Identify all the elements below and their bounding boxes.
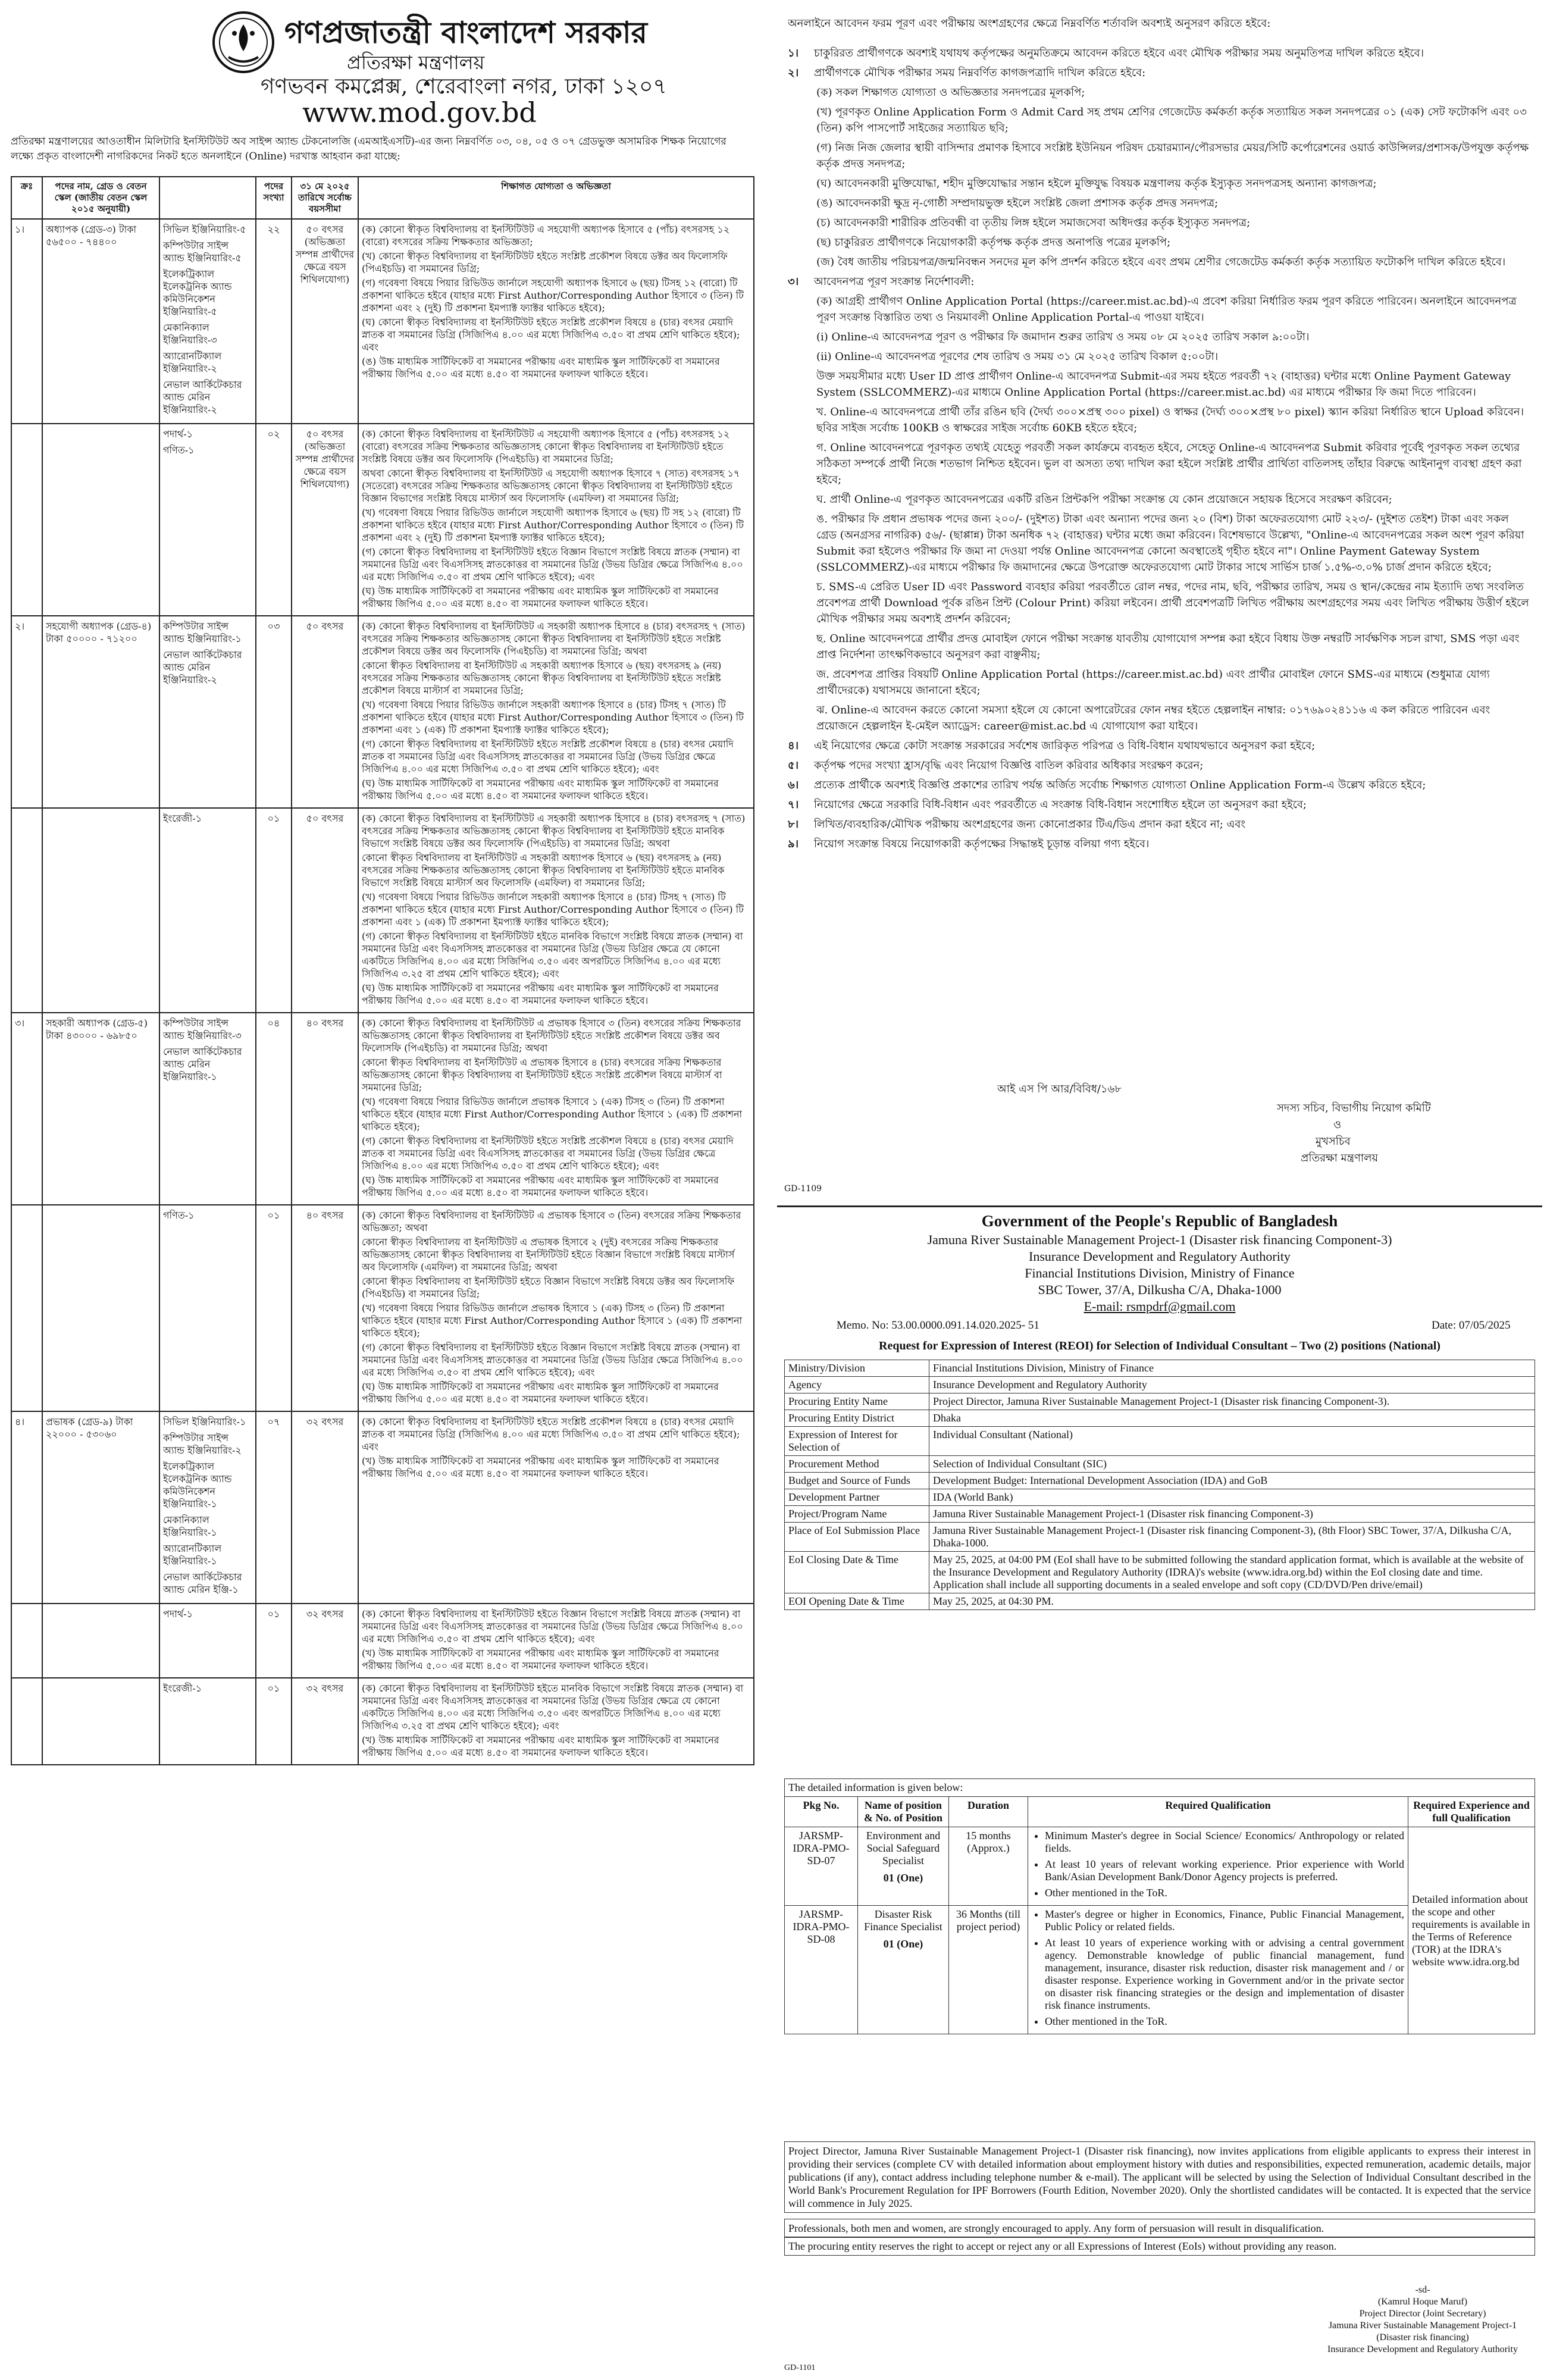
qualification-item: (খ) উচ্চ মাধ্যমিক সার্টিফিকেট বা সমমানের পরীক্ষায় এবং মাধ্যমিক স্কুল সার্টিফিকেট বা সমমানের পরীক্ষায় জিপিএ ৫.০০ এর মধ্যে ৪.৫০ বা সমমানের ফলাফল থাকিতে হইবে।: [362, 1455, 719, 1479]
age-limit-cell: ৩২ বৎসর: [292, 1411, 358, 1604]
table-row: [11, 1411, 754, 1604]
serial-cell: [11, 808, 42, 1013]
instruction-item: [788, 215, 1532, 231]
qualification-item: (খ) গবেষণা বিষয়ে পিয়ার রিভিউড জার্নালে সহকারী অধ্যাপক হিসাবে ৪ (চার) টিসহ ৭ (সাত) টি প্রকাশনা থাকিতে হইবে (যাহার মধ্যে First Author/Corresponding Author হিসাবে ৩ (তিন) টি প্রকাশনা এবং ১ (এক) টি প্রকাশনা ইমপ্যাক্ট ফ্যাক্টর থাকিতে হইবে);: [362, 891, 744, 928]
signatory-title-2: মুখসচিব: [1316, 1135, 1351, 1148]
qualification-cell: [358, 424, 754, 616]
instruction-number: ৪।: [788, 740, 799, 752]
department-item: কম্পিউটার সাইন্স অ্যান্ড ইঞ্জিনিয়ারিং-৫: [163, 240, 242, 264]
column-header: পদের নাম, গ্রেড ও বেতন স্কেল (জাতীয় বেতন স্কেল ২০১৫ অনুযায়ী): [42, 177, 159, 219]
instruction-text: (গ) নিজ নিজ জেলার স্থায়ী বাসিন্দার প্রমাণক হিসাবে সংশ্লিষ্ট ইউনিয়ন পরিষদ চেয়ারম্যান/পৌরসভার মেয়র/সিটি কর্পোরেশনের ওয়ার্ড কাউন্সিলর/প্রশাসক/উপযুক্ত কর্তৃপক্ষ কর্তৃক প্রদত্ত সনদপত্র;: [816, 142, 1529, 170]
signatory-conj: ও: [1333, 1119, 1342, 1131]
instruction-item: [788, 104, 1532, 136]
instruction-number: ২।: [788, 67, 799, 79]
qualification-item: কোনো স্বীকৃত বিশ্ববিদ্যালয় বা ইনস্টিটিউট এ সহকারী অধ্যাপক হিসাবে ৬ (ছয়) বৎসরসহ ৯ (নয়) বৎসরের সক্রিয় শিক্ষকতার অভিজ্ঞতাসহ কোনো স্বীকৃত বিশ্ববিদ্যালয় বা ইনস্টিটিউট হইতে মানবিক বিভাগে সংশ্লিষ্ট বিষয়ে মাস্টার্স অব ফিলোসফি (এমফিল) বা সমমানের ডিগ্রি;: [362, 852, 725, 888]
department-item: ইংরেজী-১: [163, 1683, 202, 1694]
instruction-text: ঘ. প্রার্থী Online-এ পূরণকৃত আবেদনপত্রের একটি রঙিন প্রিন্টকপি পরীক্ষা সংক্রান্ত যে কোন প্রয়োজনে সহায়ক হিসেবে সংরক্ষণ করিবেন;: [816, 493, 1392, 506]
qualification-item: (গ) কোনো স্বীকৃত বিশ্ববিদ্যালয় বা ইনস্টিটিউট হইতে বিজ্ঞান বিভাগে সংশ্লিষ্ট বিষয়ে স্নাতক (সম্মান) বা সমমানের ডিগ্রি এবং বিএসসিসহ স্নাতকোত্তর বা সমমানের ডিগ্রি (উভয় ডিগ্রির ক্ষেত্রে সিজিপিএ ৪.০০ এর মধ্যে সিজিপিএ ৩.৫০ বা প্রথম শ্রেণি থাকিতে হইবে); এবং: [362, 1342, 743, 1378]
qualification-item: (ঘ) উচ্চ মাধ্যমিক সার্টিফিকেট বা সমমানের পরীক্ষায় এবং মাধ্যমিক স্কুল সার্টিফিকেট বা সমমানের পরীক্ষায় জিপিএ ৫.০০ এর মধ্যে ৪.৫০ বা সমমানের ফলাফল থাকিতে হইবে।: [362, 1381, 719, 1405]
department-item: মেকানিক্যাল ইঞ্জিনিয়ারিং-১: [163, 1514, 217, 1538]
info-value: May 25, 2025, at 04:30 PM.: [929, 1593, 1535, 1610]
qualification-cell: [358, 808, 754, 1013]
instruction-item: [788, 797, 1532, 813]
reoi-notice: [777, 1205, 1542, 2376]
qualification-list: [1032, 1830, 1404, 1899]
instruction-number: ৯।: [788, 838, 799, 850]
signature-line: Insurance Development and Regulatory Authority: [1327, 2344, 1518, 2354]
instruction-text: ঙ. পরীক্ষার ফি প্রধান প্রভাষক পদের জন্য ২০০/- (দুইশত) টাকা এবং অন্যান্য পদের জন্য ২০ (বিশ) টাকা অফেরতযোগ্য মোট ২২৩/- (দুইশত তেইশ) টাকা এবং সকল গ্রেড (অনগ্রসর নাগরিক) ৫৬/- (ছাপ্পান্ন) টাকা অনধিক ৭২ (বাহাত্তর) ঘন্টার মধ্যে জমা করিবেন। বিশেষভাবে উল্লেখ্য, "Online-এ আবেদনপত্রের সকল অংশ পূরণ করিয়া Submit করা হইলেও পরীক্ষার ফি জমা না দেওয়া পর্যন্ত Online আবেদনপত্র কোনো অবস্থাতেই গৃহীত হইবে না"। Online Payment Gateway System (SSLCOMMERZ)-এর মাধ্যমে পরীক্ষার ফি জমাদানের ক্ষেত্রে উপরোক্ত অফেরতযোগ্য মোট টাকার সাথে সার্ভিস চার্জ ১.৫%-৩.০% চার্জ প্রদান করিতে হইবে;: [816, 513, 1524, 574]
table-row: [11, 1678, 754, 1765]
qualification-item: কোনো স্বীকৃত বিশ্ববিদ্যালয় বা ইনস্টিটিউট এ প্রভাষক হিসাবে ২ (দুই) বৎসরের সক্রিয় শিক্ষকতার অভিজ্ঞতাসহ কোনো স্বীকৃত বিশ্ববিদ্যালয় বা ইনস্টিটিউট হইতে বিজ্ঞান বিভাগে সংশ্লিষ্ট বিষয়ে মাস্টার্স অব ফিলোসফি (এমফিল) বা সমমানের ডিগ্রি; অথবা: [362, 1236, 735, 1273]
reoi-title: Request for Expression of Interest (REOI) for Selection of Individual Consultant – Two (2) positions (National): [879, 1339, 1440, 1352]
gd-number: GD-1101: [784, 2363, 816, 2372]
info-row: [785, 1393, 1535, 1410]
age-limit-cell: ৫০ বৎসর: [292, 808, 358, 1013]
department-item: অ্যারোনটিক্যাল ইঞ্জিনিয়ারিং-১: [163, 1543, 222, 1567]
signature-block: [1313, 2284, 1533, 2356]
position-name: Environment and Social Safeguard Specialist: [866, 1830, 941, 1867]
department-item: গণিত-১: [163, 1210, 195, 1221]
department-cell: [159, 1013, 256, 1205]
department-cell: [159, 219, 256, 424]
info-value: Financial Institutions Division, Ministry of Finance: [929, 1360, 1535, 1377]
signature-line: Project Director (Joint Secretary): [1359, 2309, 1486, 2319]
department-item: নেভাল আর্কিটেকচার অ্যান্ড মেরিন ইঞ্জিনিয়ারিং-২: [163, 379, 242, 415]
post-count-cell: ০২: [256, 424, 292, 616]
serial-cell: [11, 424, 42, 616]
instruction-text: নিয়োগ সংক্রান্ত বিষয়ে নিয়োগকারী কর্তৃপক্ষের সিদ্ধান্তই চূড়ান্ত বলিয়া গণ্য হইবে।: [814, 838, 1150, 850]
qualification-item: • Master's degree or higher in Economics, Finance, Public Financial Management, Public Policy or related fields.: [1045, 1908, 1404, 1933]
qualification-item: (ক) কোনো স্বীকৃত বিশ্ববিদ্যালয় বা ইনস্টিটিউট হইতে বিজ্ঞান বিভাগে সংশ্লিষ্ট বিষয়ে স্নাতক (সম্মান) বা সমমানের ডিগ্রি এবং বিএসসিসহ স্নাতকোত্তর বা সমমানের ডিগ্রি (উভয় ডিগ্রির ক্ষেত্রে সিজিপিএ ৪.০০ এর মধ্যে সিজিপিএ ৩.৫০ বা প্রথম শ্রেণি থাকিতে হইবে); এবং: [362, 1608, 743, 1645]
bangladesh-emblem-icon: [211, 10, 276, 75]
qualification-item: (গ) গবেষণা বিষয়ে পিয়ার রিভিউড জার্নালে সহযোগী অধ্যাপক হিসাবে ৬ (ছয়) টিসহ ১২ (বারো) টি প্রকাশনা থাকিতে হইবে (যাহার মধ্যে First Author/Corresponding Author হিসাবে ৩ (তিন) টি প্রকাশনা এবং ২ (দুই) টি প্রকাশনা ইমপ্যাক্ট ফ্যাক্টর থাকিতে হইবে);: [362, 277, 744, 314]
post-count-cell: ০১: [256, 808, 292, 1013]
info-label: Procurement Method: [785, 1456, 929, 1473]
instructions-list: [788, 45, 1532, 856]
qualification-item: • Other mentioned in the ToR.: [1045, 1887, 1404, 1899]
qualification-cell: [358, 1411, 754, 1604]
qualification-item: (ক) কোনো স্বীকৃত বিশ্ববিদ্যালয় বা ইনস্টিটিউট এ সহযোগী অধ্যাপক হিসাবে ৫ (পাঁচ) বৎসরসহ ১২ (বারো) বৎসরের সক্রিয় শিক্ষকতার অভিজ্ঞতাসহ কোনো স্বীকৃত বিশ্ববিদ্যালয় বা ইনস্টিটিউট হইতে সংশ্লিষ্ট বিষয়ে ডক্টর অব ফিলোসফি (পিএইচডি) বা সমমানের ডিগ্রি;: [362, 428, 730, 465]
serial-cell: ৩।: [11, 1013, 42, 1205]
instruction-number: ৫।: [788, 759, 799, 772]
info-value: Selection of Individual Consultant (SIC): [929, 1456, 1535, 1473]
qualification-cell: [358, 1205, 754, 1411]
detail-note: The detailed information is given below:: [785, 1779, 1535, 1797]
pkg-number: JARSMP-IDRA-PMO-SD-08: [785, 1906, 858, 2034]
qualification-item: (ক) কোনো স্বীকৃত বিশ্ববিদ্যালয় বা ইনস্টিটিউট এ সহযোগী অধ্যাপক হিসাবে ৫ (পাঁচ) বৎসরসহ ১২ (বারো) বৎসরের সক্রিয় শিক্ষকতার অভিজ্ঞতা;: [362, 224, 730, 248]
info-value: Development Budget: International Development Association (IDA) and GoB: [929, 1473, 1535, 1489]
pkg-column-header: Duration: [949, 1797, 1028, 1827]
department-item: নেভাল আর্কিটেকচার অ্যান্ড মেরিন ইঞ্জিনিয়ারিং-২: [163, 649, 242, 685]
qualification-item: (ক) কোনো স্বীকৃত বিশ্ববিদ্যালয় বা ইনস্টিটিউট হইতে মানবিক বিভাগে সংশ্লিষ্ট বিষয়ে স্নাতক (সম্মান) বা সমমানের ডিগ্রি এবং বিএসসিসহ স্নাতকোত্তর বা সমমানের ডিগ্রি (উভয় ডিগ্রির ক্ষেত্রে যে কোনো একটিতে সিজিপিএ ৪.০০ এর মধ্যে সিজিপিএ ৩.৫০ এবং অপরটিতে সিজিপিএ ৪.০০ এর মধ্যে সিজিপিএ ৩.২৫ বা প্রথম শ্রেণি থাকিতে হইবে); এবং: [362, 1683, 744, 1731]
experience-note: Detailed information about the scope and other requirements is available in the Terms of Reference (TOR) at the IDRA's website www.idra.org.bd: [1408, 1827, 1535, 2034]
memo-date: Date: 07/05/2025: [1432, 1319, 1511, 1332]
department-item: গণিত-১: [163, 444, 195, 456]
posts-table: [11, 176, 754, 1765]
qualification-item: (ঘ) উচ্চ মাধ্যমিক সার্টিফিকেট বা সমমানের পরীক্ষায় এবং মাধ্যমিক স্কুল সার্টিফিকেট বা সমমানের পরীক্ষায় জিপিএ ৫.০০ এর মধ্যে ৪.৫০ বা সমমানের ফলাফল থাকিতে হইবে।: [362, 1175, 719, 1198]
office-address: SBC Tower, 37/A, Dilkusha C/A, Dhaka-1000: [1038, 1282, 1282, 1297]
post-count-cell: ০১: [256, 1678, 292, 1765]
qualification-item: (ঘ) কোনো স্বীকৃত বিশ্ববিদ্যালয় বা ইনস্টিটিউট হইতে সংশ্লিষ্ট প্রকৌশল বিষয়ে ৪ (চার) বৎসর মেয়াদি স্নাতক বা সমমানের ডিগ্রি (সিজিপিএ ৪.০০ এর মধ্যে সিজিপিএ ৩.৫০ বা প্রথম শ্রেণি থাকিতে হইবে); এবং: [362, 317, 740, 353]
serial-cell: [11, 1205, 42, 1411]
qualification-item: (খ) উচ্চ মাধ্যমিক সার্টিফিকেট বা সমমানের পরীক্ষায় এবং মাধ্যমিক স্কুল সার্টিফিকেট বা সমমানের পরীক্ষায় জিপিএ ৫.০০ এর মধ্যে ৪.৫০ বা সমমানের ফলাফল থাকিতে হইবে।: [362, 1648, 719, 1671]
instruction-item: [788, 440, 1532, 488]
instruction-text: গ. Online আবেদনপত্রে পূরণকৃত তথ্যই যেহেতু পরবর্তী সকল কার্যক্রমে ব্যবহৃত হইবে, সেহেতু Online-এ আবেদনপত্র Submit করিবার পূর্বেই পূরণকৃত সকল তথ্যের সঠিকতা সম্পর্কে প্রার্থী নিজে শতভাগ নিশ্চিত হইবেন। ভুল বা অসত্য তথ্য দাখিল করা হইলে সংশ্লিষ্ট প্রার্থীর প্রার্থিতা বাতিলসহ তাঁহার বিরুদ্ধে আইনানুগ ব্যবস্থা গ্রহণ করা হইবে;: [816, 441, 1522, 486]
qualification-item: (ক) কোনো স্বীকৃত বিশ্ববিদ্যালয় বা ইনস্টিটিউট এ প্রভাষক হিসাবে ৩ (তিন) বৎসরের সক্রিয় শিক্ষকতার অভিজ্ঞতা; অথবা: [362, 1210, 741, 1233]
department-item: নেভাল আর্কিটেকচার অ্যান্ড মেরিন ইঞ্জিনিয়ারিং-১: [163, 1046, 242, 1082]
info-value: Dhaka: [929, 1410, 1535, 1427]
age-limit-cell: ৪০ বৎসর: [292, 1205, 358, 1411]
ministry-address: গণভবন কমপ্লেক্স, শেরেবাংলা নগর, ঢাকা ১২০৭: [261, 74, 667, 99]
department-item: ইংরেজী-১: [163, 813, 202, 824]
instruction-item: [788, 349, 1532, 365]
instruction-item: [788, 702, 1532, 734]
instruction-item: [788, 511, 1532, 575]
instruction-item: [788, 140, 1532, 172]
instruction-text: (খ) পূরণকৃত Online Application Form ও Admit Card সহ প্রথম শ্রেণির গেজেটেড কর্মকর্তা কর্তৃক সত্যায়িত সকল সনদপত্রের ০১ (এক) সেট ফটোকপি এবং ০৩ (তিন) কপি পাসপোর্ট সাইজের সত্যায়িত ছবি;: [816, 106, 1527, 134]
memo-number: Memo. No: 53.00.0000.091.14.020.2025- 51: [837, 1319, 1039, 1332]
project-title: Jamuna River Sustainable Management Project-1 (Disaster risk financing Component-3): [927, 1232, 1392, 1247]
info-row: [785, 1489, 1535, 1506]
package-table: [784, 1778, 1535, 2034]
table-row: [11, 1604, 754, 1678]
table-row: [11, 1205, 754, 1411]
info-label: Procuring Entity Name: [785, 1393, 929, 1410]
instruction-item: [788, 777, 1532, 793]
qualification-item: (খ) গবেষণা বিষয়ে পিয়ার রিভিউড জার্নালে সহযোগী অধ্যাপক হিসাবে ৬ (ছয়) টি সহ ১২ (বারো) টি প্রকাশনা থাকিতে হইবে (যাহার মধ্যে First Author/Corresponding Author হিসাবে ৩ (তিন) টি প্রকাশনা এবং ২ (দুই) টি প্রকাশনা ইমপ্যাক্ট ফ্যাক্টর থাকিতে হইবে);: [362, 507, 744, 543]
qualification-item: কোনো স্বীকৃত বিশ্ববিদ্যালয় বা ইনস্টিটিউট হইতে বিজ্ঞান বিভাগে সংশ্লিষ্ট বিষয়ে ডক্টর অব ফিলোসফি (পিএইচডি) বা সমমানের ডিগ্রি;: [362, 1276, 735, 1299]
info-row: [785, 1552, 1535, 1593]
info-label: Development Partner: [785, 1489, 929, 1506]
age-limit-cell: ৩২ বৎসর: [292, 1678, 358, 1765]
instruction-item: [788, 757, 1532, 774]
government-title: গণপ্রজাতন্ত্রী বাংলাদেশ সরকার: [284, 15, 647, 50]
qualification-cell: [358, 1013, 754, 1205]
instruction-item: [788, 293, 1532, 325]
rights-paragraph: The procuring entity reserves the right to accept or reject any or all Expressions of Interest (EoIs) without providing any reason.: [784, 2237, 1535, 2256]
serial-cell: [11, 1678, 42, 1765]
info-row: [785, 1427, 1535, 1456]
encouragement-paragraph: Professionals, both men and women, are strongly encouraged to apply. Any form of persuasion will result in disqualification.: [784, 2219, 1535, 2238]
serial-cell: [11, 1604, 42, 1678]
age-limit-cell: ৫০ বৎসর (অভিজ্ঞতা সম্পন্ন প্রার্থীদের ক্ষেত্রে বয়স শিথিলযোগ্য): [292, 424, 358, 616]
qualification-item: (গ) কোনো স্বীকৃত বিশ্ববিদ্যালয় বা ইনস্টিটিউট হইতে বিজ্ঞান বিভাগে সংশ্লিষ্ট বিষয়ে স্নাতক (সম্মান) বা সমমানের ডিগ্রি এবং বিএসসিসহ স্নাতকোত্তর বা সমমানের ডিগ্রি (উভয় ডিগ্রির ক্ষেত্রে সিজিপিএ ৪.০০ এর মধ্যে সিজিপিএ ৩.৫০ বা প্রথম শ্রেণি থাকিতে হইবে); এবং: [362, 546, 743, 583]
qualification-item: (ক) কোনো স্বীকৃত বিশ্ববিদ্যালয় বা ইনস্টিটিউট এ প্রভাষক হিসাবে ৩ (তিন) বৎসরের সক্রিয় শিক্ষকতার অভিজ্ঞতাসহ কোনো স্বীকৃত বিশ্ববিদ্যালয় বা ইনস্টিটিউট হইতে সংশ্লিষ্ট প্রকৌশল বিষয়ে ডক্টর অব ফিলোসফি (পিএইচডি) বা সমমানের ডিগ্রি; অথবা: [362, 1017, 741, 1054]
gov-title: Government of the People's Republic of Bangladesh: [981, 1212, 1338, 1230]
instruction-text: কর্তৃপক্ষ পদের সংখ্যা হ্রাস/বৃদ্ধি এবং নিয়োগ বিজ্ঞপ্তি বাতিল করিবার অধিকার সংরক্ষণ করেন;: [814, 759, 1204, 772]
pkg-column-header: Pkg No.: [785, 1797, 858, 1827]
info-value: Jamuna River Sustainable Management Project-1 (Disaster risk financing Component-3): [929, 1506, 1535, 1523]
table-row: [11, 424, 754, 616]
application-instructions: [777, 4, 1542, 1197]
qualification-item: (খ) উচ্চ মাধ্যমিক সার্টিফিকেট বা সমমানের পরীক্ষায় এবং মাধ্যমিক স্কুল সার্টিফিকেট বা সমমানের পরীক্ষায় জিপিএ ৫.০০ এর মধ্যে ৪.৫০ বা সমমানের ফলাফল থাকিতে হইবে।: [362, 1734, 719, 1758]
serial-cell: ২।: [11, 616, 42, 808]
post-name-cell: প্রভাষক (গ্রেড-৯) টাকা ২২০০০ - ৫৩০৬০: [42, 1411, 159, 1604]
instruction-text: এই নিয়োগের ক্ষেত্রে কোটা সংক্রান্ত সরকারের সর্বশেষ জারিকৃত পরিপত্র ও বিধি-বিধান যথাযথভাবে অনুসরণ করা হইবে;: [814, 740, 1316, 752]
contact-email[interactable]: E-mail: rsmpdrf@gmail.com: [1083, 1299, 1236, 1314]
ad-intro: প্রতিরক্ষা মন্ত্রণালয়ের আওতাধীন মিলিটারি ইনস্টিটিউট অব সাইন্স অ্যান্ড টেকনোলজি (এমআইএসটি)-এর জন্য নিম্নবর্ণিত ০৩, ০৪, ০৫ ও ০৭ গ্রেডভুক্ত অসামরিক শিক্ষক নিয়োগের লক্ষ্যে প্রকৃত বাংলাদেশী নাগরিকদের নিকট হতে অনলাইনে (Online) দরখাস্ত আহবান করা যাচ্ছে:: [11, 136, 726, 162]
age-limit-cell: ৪০ বৎসর: [292, 1013, 358, 1205]
signature-line: (Kamrul Hoque Maruf): [1377, 2297, 1468, 2307]
table-row: [11, 219, 754, 424]
duration-cell: 15 months (Approx.): [949, 1827, 1028, 1906]
qualification-item: (গ) কোনো স্বীকৃত বিশ্ববিদ্যালয় বা ইনস্টিটিউট হইতে মানবিক বিভাগে সংশ্লিষ্ট বিষয়ে স্নাতক (সম্মান) বা সমমানের ডিগ্রি এবং বিএসসিসহ স্নাতকোত্তর বা সমমানের ডিগ্রি (উভয় ডিগ্রির ক্ষেত্রে যে কোনো একটিতে সিজিপিএ ৪.০০ এর মধ্যে সিজিপিএ ৩.৫০ এবং অপরটিতে সিজিপিএ ৪.০০ এর মধ্যে সিজিপিএ ৩.২৫ বা প্রথম শ্রেণি থাকিতে হইবে); এবং: [362, 931, 743, 979]
instruction-text: (জ) বৈধ জাতীয় পরিচয়পত্র/জন্মনিবন্ধন সনদের মূল কপি প্রদর্শন করিতে হইবে এবং প্রথম শ্রেণীর গেজেটেড কর্মকর্তা কর্তৃক সত্যায়িত ফটোকপি দাখিল করিতে হইবে।: [816, 256, 1506, 268]
pkg-number: JARSMP-IDRA-PMO-SD-07: [785, 1827, 858, 1906]
department-cell: [159, 1411, 256, 1604]
post-count-cell: ২২: [256, 219, 292, 424]
column-header: পদের সংখ্যা: [256, 177, 292, 219]
info-row: [785, 1593, 1535, 1610]
column-header: ৩১ মে ২০২৫ তারিখে সর্বোচ্চ বয়সসীমা: [292, 177, 358, 219]
qualification-item: অথবা কোনো স্বীকৃত বিশ্ববিদ্যালয় বা ইনস্টিটিউট এ সহযোগী অধ্যাপক হিসাবে ৭ (সাত) বৎসরসহ ১৭ (সতেরো) বৎসরের সক্রিয় শিক্ষকতার অভিজ্ঞতাসহ কোনো স্বীকৃত বিশ্ববিদ্যালয় বা ইনস্টিটিউট হইতে বিজ্ঞান বিভাগের সংশ্লিষ্ট বিষয়ে মাস্টার্স অব ফিলোসফি (এমফিল) বা সমমানের ডিগ্রি;: [362, 468, 740, 504]
qualification-list: [1032, 1908, 1404, 2028]
instruction-item: [788, 738, 1532, 754]
post-count-cell: ০১: [256, 1604, 292, 1678]
info-label: Agency: [785, 1377, 929, 1393]
instruction-item: [788, 65, 1532, 81]
department-item: মেকানিক্যাল ইঞ্জিনিয়ারিং-৩: [163, 322, 217, 346]
invitation-paragraph: Project Director, Jamuna River Sustainable Management Project-1 (Disaster risk financing), now invites applications from eligible applicants to express their interest in providing their services (complete CV with detailed information about employment history with duties and responsibilities, expected remuneration, academic details, major publications (if any), contact address including telephone number & e-mail). The applicant will be selected by using the Selection of Individual Consultant described in the World Bank's Procurement Regulation for IPF Borrowers (Fourth Edition, November 2020). Only the shortlisted candidates will be contacted. It is expected that the service will commence in July 2025.: [784, 2141, 1535, 2213]
instruction-item: [788, 45, 1532, 61]
info-row: [785, 1506, 1535, 1523]
instruction-number: ৭।: [788, 798, 799, 811]
instruction-number: ১।: [788, 47, 799, 60]
info-label: EOI Opening Date & Time: [785, 1593, 929, 1610]
instruction-text: (ঘ) আবেদনকারী মুক্তিযোদ্ধা, শহীদ মুক্তিযোদ্ধার সন্তান হইলে মুক্তিযুদ্ধ বিষয়ক মন্ত্রণালয় কর্তৃক ইস্যুকৃত সনদপত্রসহ অন্যান্য কাগজপত্র;: [816, 177, 1377, 190]
qualification-item: (ক) কোনো স্বীকৃত বিশ্ববিদ্যালয় বা ইনস্টিটিউট এ সহকারী অধ্যাপক হিসাবে ৪ (চার) বৎসরসহ ৭ (সাত) বৎসরের সক্রিয় শিক্ষকতার অভিজ্ঞতাসহ কোনো স্বীকৃত বিশ্ববিদ্যালয় বা ইনস্টিটিউট হইতে সংশ্লিষ্ট প্রকৌশল বিষয়ে ডক্টর অব ফিলোসফি (পিএইচডি) বা সমমানের ডিগ্রি; অথবা: [362, 621, 746, 657]
instruction-text: খ. Online-এ আবেদনপত্রে প্রার্থী তাঁর রঙিন ছবি (দৈর্ঘ্য ৩০০×প্রস্থ ৩০০ pixel) ও স্বাক্ষর (দৈর্ঘ্য ৩০০×প্রস্থ ৮০ pixel) স্ক্যান করিয়া নির্ধারিত স্থানে Upload করিবেন। ছবির সাইজ সর্বোচ্চ 100KB ও স্বাক্ষরের সাইজ সর্বোচ্চ 60KB হইতে হইবে;: [816, 406, 1524, 434]
instruction-text: আবেদনপত্র পূরণ সংক্রান্ত নির্দেশাবলী:: [814, 275, 975, 288]
department-cell: [159, 808, 256, 1013]
table-row: [11, 1013, 754, 1205]
info-row: [785, 1473, 1535, 1489]
instructions-intro: অনলাইনে আবেদন ফরম পূরণ এবং পরীক্ষায় অংশগ্রহণের ক্ষেত্রে নিম্নবর্ণিত শর্তাবলি অবশ্যই অনুসরণ করিতে হইবে:: [788, 17, 1271, 30]
signature-line: Jamuna River Sustainable Management Project-1: [1328, 2320, 1517, 2331]
post-name-cell: অধ্যাপক (গ্রেড-৩) টাকা ৫৬৫০০ - ৭৪৪০০: [42, 219, 159, 424]
instruction-text: চ. SMS-এ প্রেরিত User ID এবং Password ব্যবহার করিয়া পরবর্তীতে রোল নম্বর, পদের নাম, ছবি, পরীক্ষার তারিখ, সময় ও স্থান/কেন্দ্রের নাম ইত্যাদি তথ্য সংবলিত প্রবেশপত্র প্রার্থী Download পূর্বক রঙিন প্রিন্ট (Colour Print) করিয়া লইবেন। প্রার্থী প্রবেশপত্রটি লিখিত পরীক্ষায় অংশগ্রহণের সময় এবং লিখিত পরীক্ষায় উত্তীর্ণ হইলে মৌখিক পরীক্ষার সময় অবশ্যই প্রদর্শন করিবেন;: [816, 581, 1529, 625]
info-value: Project Director, Jamuna River Sustainable Management Project-1 (Disaster risk financing Component-3).: [929, 1393, 1535, 1410]
position-cell: [858, 1827, 949, 1906]
qualification-item: (গ) কোনো স্বীকৃত বিশ্ববিদ্যালয় বা ইনস্টিটিউট হইতে সংশ্লিষ্ট প্রকৌশল বিষয়ে ৪ (চার) বৎসর মেয়াদি স্নাতক বা সমমানের ডিগ্রি এবং বিএসসিসহ স্নাতকোত্তর বা সমমানের ডিগ্রি (উভয় ডিগ্রির ক্ষেত্রে সিজিপিএ ৪.০০ এর মধ্যে সিজিপিএ ৩.৫০ বা প্রথম শ্রেণি থাকিতে হইবে); এবং: [362, 738, 734, 775]
instruction-item: [788, 631, 1532, 663]
signature-line: (Disaster risk financing): [1376, 2332, 1469, 2343]
department-cell: [159, 616, 256, 808]
instruction-text: ঝ. Online-এ আবেদন করতে কোনো সমস্যা হইলে যে কোনো অপারেটরের ফোন নম্বর হইতে হেল্পলাইন নাম্বার: ০১৭৬৯০২৪১১৬ এ কল করিতে পারিবেন এবং প্রয়োজনে হেল্পলাইন ই-মেইল অ্যাড্রেস: career@mist.ac.bd এ যোগাযোগ করা যাইবে।: [816, 704, 1490, 732]
column-header: [159, 177, 256, 219]
qualification-item: কোনো স্বীকৃত বিশ্ববিদ্যালয় বা ইনস্টিটিউট এ সহকারী অধ্যাপক হিসাবে ৬ (ছয়) বৎসরসহ ৯ (নয়) বৎসরের সক্রিয় শিক্ষকতার অভিজ্ঞতাসহ কোনো স্বীকৃত বিশ্ববিদ্যালয় বা ইনস্টিটিউট হইতে সংশ্লিষ্ট প্রকৌশল বিষয়ে মাস্টার্স বা সমমানের ডিগ্রি;: [362, 660, 722, 696]
instruction-text: নিয়োগের ক্ষেত্রে সরকারি বিধি-বিধান এবং পরবর্তীতে এ সংক্রান্ত বিধি-বিধান সংশোধিত হইলে তা অনুসরণ করা হইবে;: [814, 798, 1307, 811]
post-name-cell: [42, 808, 159, 1013]
info-label: Expression of Interest for Selection of: [785, 1427, 929, 1456]
qualification-item: (খ) গবেষণা বিষয়ে পিয়ার রিভিউড জার্নালে সহকারী অধ্যাপক হিসাবে ৪ (চার) টিসহ ৭ (সাত) টি প্রকাশনা থাকিতে হইবে (যাহার মধ্যে First Author/Corresponding Author হিসাবে ৩ (তিন) টি প্রকাশনা এবং ১ (এক) টি প্রকাশনা ইমপ্যাক্ট ফ্যাক্টর থাকিতে হইবে);: [362, 699, 744, 735]
department-item: নেভাল আর্কিটেকচার অ্যান্ড মেরিন ইঞ্জি-১: [163, 1571, 242, 1595]
post-name-cell: [42, 1604, 159, 1678]
qualification-cell: [358, 219, 754, 424]
post-name-cell: সহকারী অধ্যাপক (গ্রেড-৫) টাকা ৪৩০০০ - ৬৯৮৫০: [42, 1013, 159, 1205]
reoi-info-table: [784, 1360, 1535, 1610]
instruction-text: প্রার্থীগণকে মৌখিক পরীক্ষার সময় নিম্নবর্ণিত কাগজপত্রাদি দাখিল করিতে হইবে:: [814, 67, 1146, 79]
instruction-text: প্রত্যেক প্রার্থীকে অবশ্যই বিজ্ঞপ্তি প্রকাশের তারিখ পর্যন্ত অর্জিত সর্বোচ্চ শিক্ষাগত যোগ্যতা Online Application Form-এ উল্লেখ করিতে হইবে;: [814, 779, 1426, 791]
instruction-text: লিখিত/ব্যবহারিক/মৌখিক পরীক্ষায় অংশগ্রহণের জন্য কোনোপ্রকার টিএ/ডিএ প্রদান করা হইবে না; এবং: [814, 818, 1246, 831]
ministry-website[interactable]: www.mod.gov.bd: [302, 96, 537, 129]
instruction-text: চাকুরিরত প্রার্থীগণকে অবশ্যই যথাযথ কর্তৃপক্ষের অনুমতিক্রমে আবেদন করিতে হইবে এবং মৌখিক পরীক্ষার সময় অনুমতিপত্র দাখিল করিতে হইবে।: [814, 47, 1424, 60]
instruction-item: [788, 274, 1532, 290]
post-name-cell: সহযোগী অধ্যাপক (গ্রেড-৪) টাকা ৫০০০০ - ৭১২০০: [42, 616, 159, 808]
instruction-item: [788, 404, 1532, 436]
age-limit-cell: ৩২ বৎসর: [292, 1604, 358, 1678]
position-count: 01 (One): [883, 1938, 923, 1950]
qualification-item: • At least 10 years of experience working with or advising a central government agency. Demonstrable knowledge of public financial management, fund management, insurance, disaster risk reduction, disaster risk management and / or disaster response. Experience working in Government and/or in the private sector on disaster risk financing strategies or the design and implementation of disaster risk finance instruments.: [1045, 1937, 1404, 2012]
instruction-text: উক্ত সময়সীমার মধ্যে User ID প্রাপ্ত প্রার্থীগণ Online-এ আবেদনপত্র Submit-এর সময় হইতে পরবর্তী ৭২ (বাহাত্তর) ঘন্টার মধ্যে Online Payment Gateway System (SSLCOMMERZ)-এর মাধ্যমে Online Application Portal (https://career.mist.ac.bd) এর মাধ্যমে পরীক্ষার ফি জমা দিতে পারিবেন।: [816, 370, 1511, 399]
column-header: শিক্ষাগত যোগ্যতা ও অভিজ্ঞতা: [358, 177, 754, 219]
instruction-item: [788, 666, 1532, 699]
instruction-text: (i) Online-এ আবেদনপত্র পূরণ ও পরীক্ষার ফি জমাদান শুরুর তারিখ ও সময় ০৮ মে ২০২৫ তারিখ সকাল ৯:০০টা।: [816, 331, 1310, 343]
duration-cell: 36 Months (till project period): [949, 1906, 1028, 2034]
info-label: Budget and Source of Funds: [785, 1473, 929, 1489]
info-value: Jamuna River Sustainable Management Project-1 (Disaster risk financing Component-3), (8th Floor) SBC Tower, 37/A, Dilkusha C/A, Dhaka-1000.: [929, 1523, 1535, 1552]
mod-recruitment-ad: [5, 4, 759, 2376]
position-cell: [858, 1906, 949, 2034]
department-item: কম্পিউটার সাইন্স অ্যান্ড ইঞ্জিনিয়ারিং-২: [163, 1432, 242, 1456]
gd-number: GD-1109: [784, 1184, 822, 1194]
qualification-item: (ঘ) উচ্চ মাধ্যমিক সার্টিফিকেট বা সমমানের পরীক্ষায় এবং মাধ্যমিক স্কুল সার্টিফিকেট বা সমমানের পরীক্ষায় জিপিএ ৫.০০ এর মধ্যে ৪.৫০ বা সমমানের ফলাফল থাকিতে হইবে।: [362, 585, 719, 609]
post-name-cell: [42, 1678, 159, 1765]
instruction-number: ৮।: [788, 818, 799, 831]
ministry-name: প্রতিরক্ষা মন্ত্রণালয়: [347, 51, 485, 74]
qualification-item: (খ) কোনো স্বীকৃত বিশ্ববিদ্যালয় বা ইনস্টিটিউট হইতে সংশ্লিষ্ট প্রকৌশল বিষয়ে ডক্টর অব ফিলোসফি (পিএইচডি) বা সমমানের ডিগ্রি;: [362, 250, 728, 274]
info-label: EoI Closing Date & Time: [785, 1552, 929, 1593]
instruction-number: ৩।: [788, 275, 799, 288]
department-item: সিভিল ইঞ্জিনিয়ারিং-১: [163, 1416, 246, 1427]
pkg-column-header: Name of position & No. of Position: [858, 1797, 949, 1827]
department-cell: [159, 1205, 256, 1411]
position-name: Disaster Risk Finance Specialist: [864, 1908, 942, 1933]
qualification-item: (ঘ) উচ্চ মাধ্যমিক সার্টিফিকেট বা সমমানের পরীক্ষায় এবং মাধ্যমিক স্কুল সার্টিফিকেট বা সমমানের পরীক্ষায় জিপিএ ৫.০০ এর মধ্যে ৪.৫০ বা সমমানের ফলাফল থাকিতে হইবে।: [362, 778, 719, 801]
qualification-cell: [1028, 1906, 1408, 2034]
instruction-number: ৬।: [788, 779, 799, 791]
qualification-item: কোনো স্বীকৃত বিশ্ববিদ্যালয় বা ইনস্টিটিউট এ প্রভাষক হিসাবে ৪ (চার) বৎসরের সক্রিয় শিক্ষকতার অভিজ্ঞতাসহ কোনো স্বীকৃত বিশ্ববিদ্যালয় বা ইনস্টিটিউট হইতে সংশ্লিষ্ট প্রকৌশল বিষয়ে মাস্টার্স বা সমমানের ডিগ্রি;: [362, 1057, 722, 1093]
department-cell: [159, 424, 256, 616]
info-row: [785, 1410, 1535, 1427]
reference-number: আই এস পি আর/বিবিধ/১৬৮: [997, 1083, 1122, 1095]
instruction-item: [788, 176, 1532, 192]
department-cell: [159, 1604, 256, 1678]
qualification-cell: [1028, 1827, 1408, 1906]
post-count-cell: ০৪: [256, 1013, 292, 1205]
column-header: ক্রঃ: [11, 177, 42, 219]
table-row: [11, 808, 754, 1013]
serial-cell: ১।: [11, 219, 42, 424]
position-count: 01 (One): [883, 1872, 923, 1884]
department-item: অ্যারোনটিক্যাল ইঞ্জিনিয়ারিং-২: [163, 350, 222, 374]
age-limit-cell: ৫০ বৎসর (অভিজ্ঞতা সম্পন্ন প্রার্থীদের ক্ষেত্রে বয়স শিথিলযোগ্য): [292, 219, 358, 424]
instruction-item: [788, 254, 1532, 270]
info-label: Ministry/Division: [785, 1360, 929, 1377]
info-label: Project/Program Name: [785, 1506, 929, 1523]
instruction-item: [788, 234, 1532, 250]
post-name-cell: [42, 424, 159, 616]
post-count-cell: ০৩: [256, 616, 292, 808]
qualification-cell: [358, 1678, 754, 1765]
qualification-item: • Other mentioned in the ToR.: [1045, 2015, 1404, 2028]
instruction-text: (ii) Online-এ আবেদনপত্র পূরণের শেষ তারিখ ও সময় ৩১ মে ২০২৫ তারিখ বিকাল ৫:০০টা।: [816, 350, 1219, 363]
signature-line: -sd-: [1415, 2285, 1430, 2295]
info-row: [785, 1377, 1535, 1393]
instruction-item: [788, 816, 1532, 832]
qualification-item: (ঙ) উচ্চ মাধ্যমিক সার্টিফিকেট বা সমমানের পরীক্ষায় এবং মাধ্যমিক স্কুল সার্টিফিকেট বা সমমানের পরীক্ষায় জিপিএ ৫.০০ এর মধ্যে ৪.৫০ বা সমমানের ফলাফল থাকিতে হইবে।: [362, 356, 720, 380]
post-name-cell: [42, 1205, 159, 1411]
qualification-item: (ক) কোনো স্বীকৃত বিশ্ববিদ্যালয় বা ইনস্টিটিউট এ সহকারী অধ্যাপক হিসাবে ৪ (চার) বৎসরসহ ৭ (সাত) বৎসরের সক্রিয় শিক্ষকতার অভিজ্ঞতাসহ কোনো স্বীকৃত বিশ্ববিদ্যালয় বা ইনস্টিটিউট হইতে মানবিক বিভাগে সংশ্লিষ্ট বিষয়ে ডক্টর অব ফিলোসফি (পিএইচডি) বা সমমানের ডিগ্রি; অথবা: [362, 813, 746, 849]
department-item: ইলেকট্রিক্যাল ইলেকট্রনিক অ্যান্ড কমিউনিকেশন ইঞ্জিনিয়ারিং-১: [163, 1461, 232, 1510]
info-value: Insurance Development and Regulatory Authority: [929, 1377, 1535, 1393]
instruction-text: ছ. Online আবেদনপত্রে প্রার্থীর প্রদত্ত মোবাইল ফোনে পরীক্ষা সংক্রান্ত যাবতীয় যোগাযোগ সম্পন্ন করা হইবে বিধায় উক্ত নম্বরটি সার্বক্ষণিক সচল রাখা, SMS পড়া এবং প্রাপ্ত নির্দেশনা তাৎক্ষণিকভাবে অনুসরণ করা বাঞ্ছনীয়;: [816, 632, 1520, 661]
department-item: পদার্থ-১: [163, 428, 193, 440]
instruction-text: (ক) সকল শিক্ষাগত যোগ্যতা ও অভিজ্ঞতার সনদপত্রের মূলকপি;: [816, 86, 1085, 99]
qualification-item: (খ) গবেষণা বিষয়ে পিয়ার রিভিউড জার্নালে প্রভাষক হিসাবে ১ (এক) টিসহ ৩ (তিন) টি প্রকাশনা থাকিতে হইবে (যাহার মধ্যে First Author/Corresponding Author হিসাবে ১ (এক) টি প্রকাশনা থাকিতে হইবে);: [362, 1302, 743, 1339]
qualification-cell: [358, 616, 754, 808]
pkg-column-header: Required Experience and full Qualification: [1408, 1797, 1535, 1827]
signatory-title: সদস্য সচিব, বিভাগীয় নিয়োগ কমিটি: [1277, 1102, 1431, 1114]
info-value: Individual Consultant (National): [929, 1427, 1535, 1456]
instruction-item: [788, 84, 1532, 101]
info-row: [785, 1456, 1535, 1473]
qualification-cell: [358, 1604, 754, 1678]
post-count-cell: ০৭: [256, 1411, 292, 1604]
department-item: কম্পিউটার সাইন্স অ্যান্ড ইঞ্জিনিয়ারিং-৩: [163, 1017, 242, 1041]
instruction-item: [788, 329, 1532, 345]
instruction-text: জ. প্রবেশপত্র প্রাপ্তির বিষয়টি Online Application Portal (https://career.mist.ac.bd) এবং প্রার্থীর মোবাইল ফোনে SMS-এর মাধ্যমে (শুধুমাত্র যোগ্য প্রার্থীদেরকে) যথাসময়ে জানানো হইবে;: [816, 668, 1490, 697]
qualification-item: (ক) কোনো স্বীকৃত বিশ্ববিদ্যালয় বা ইনস্টিটিউট হইতে সংশ্লিষ্ট প্রকৌশল বিষয়ে ৪ (চার) বৎসর মেয়াদি স্নাতক বা সমমানের ডিগ্রি (সিজিপিএ ৪.০০ এর মধ্যে সিজিপিএ ৩.৫০ বা প্রথম শ্রেণি থাকিতে হইবে); এবং: [362, 1416, 740, 1452]
qualification-item: (ঘ) উচ্চ মাধ্যমিক সার্টিফিকেট বা সমমানের পরীক্ষায় এবং মাধ্যমিক স্কুল সার্টিফিকেট বা সমমানের পরীক্ষায় জিপিএ ৫.০০ এর মধ্যে ৪.৫০ বা সমমানের ফলাফল থাকিতে হইবে।: [362, 982, 719, 1006]
signatory-ministry: প্রতিরক্ষা মন্ত্রণালয়: [1301, 1152, 1379, 1164]
info-value: May 25, 2025, at 04:00 PM (EoI shall have to be submitted following the standard application format, which is available at the website of the Insurance Development and Regulatory Authority (IDRA)'s website (www.idra.org.bd) within the EoI closing date and time. Application shall include all supporting documents in a sealed envelope and soft copy (CD/DVD/Pen drive/email): [929, 1552, 1535, 1593]
pkg-column-header: Required Qualification: [1028, 1797, 1408, 1827]
department-item: পদার্থ-১: [163, 1608, 193, 1620]
department-item: কম্পিউটার সাইন্স অ্যান্ড ইঞ্জিনিয়ারিং-১: [163, 621, 242, 644]
department-cell: [159, 1678, 256, 1765]
age-limit-cell: ৫০ বৎসর: [292, 616, 358, 808]
authority-name: Insurance Development and Regulatory Authority: [1029, 1249, 1291, 1264]
instruction-item: [788, 579, 1532, 627]
instruction-text: (ক) আগ্রহী প্রার্থীগণ Online Application Portal (https://career.mist.ac.bd)-এ প্রবেশ করিয়া নির্ধারিত ফরম পূরণ করিতে পারিবেন। অনলাইনে আবেদনপত্র পূরণ সংক্রান্ত বিস্তারিত তথ্য ও নিয়মাবলী Online Application Portal-এ পাওয়া যাইবে।: [816, 295, 1517, 324]
instruction-item: [788, 368, 1532, 400]
department-item: সিভিল ইঞ্জিনিয়ারিং-৫: [163, 224, 246, 235]
instruction-item: [788, 195, 1532, 211]
qualification-item: • Minimum Master's degree in Social Science/ Economics/ Anthropology or related fields.: [1045, 1830, 1404, 1855]
qualification-item: (খ) গবেষণা বিষয়ে পিয়ার রিভিউড জার্নালে প্রভাষক হিসাবে ১ (এক) টিসহ ৩ (তিন) টি প্রকাশনা থাকিতে হইবে (যাহার মধ্যে First Author/Corresponding Author হিসাবে ১ (এক) টি প্রকাশনা থাকিতে হইবে);: [362, 1096, 743, 1132]
instruction-text: (ঙ) আবেদনকারী ক্ষুদ্র নৃ-গোষ্ঠী সম্প্রদায়ভুক্ত হইলে সংশ্লিষ্ট জেলা প্রশাসক কর্তৃক প্রদত্ত সনদপত্র;: [816, 197, 1219, 209]
qualification-item: (গ) কোনো স্বীকৃত বিশ্ববিদ্যালয় বা ইনস্টিটিউট হইতে সংশ্লিষ্ট প্রকৌশল বিষয়ে ৪ (চার) বৎসর মেয়াদি স্নাতক বা সমমানের ডিগ্রি এবং বিএসসিসহ স্নাতকোত্তর বা সমমানের ডিগ্রি (উভয় ডিগ্রির ক্ষেত্রে সিজিপিএ ৪.০০ এর মধ্যে সিজিপিএ ৩.৫০ বা প্রথম শ্রেণি থাকিতে হইবে); এবং: [362, 1135, 734, 1172]
info-row: [785, 1523, 1535, 1552]
post-count-cell: ০১: [256, 1205, 292, 1411]
division-name: Financial Institutions Division, Ministry of Finance: [1025, 1266, 1295, 1280]
instruction-text: (চ) আবেদনকারী শারীরিক প্রতিবন্ধী বা তৃতীয় লিঙ্গ হইলে সমাজসেবা অধিদপ্তর কর্তৃক ইস্যুকৃত সনদপত্র;: [816, 217, 1251, 229]
table-row: [11, 616, 754, 808]
package-row: [785, 1827, 1535, 1906]
serial-cell: ৪।: [11, 1411, 42, 1604]
instruction-text: (ছ) চাকুরিরত প্রার্থীগণকে নিয়োগকারী কর্তৃপক্ষ কর্তৃক প্রদত্ত অনাপত্তি পত্রের মূলকপি;: [816, 236, 1171, 249]
qualification-item: • At least 10 years of relevant working experience. Prior experience with World Bank/Asian Development Bank/Donor Agency projects is preferred.: [1045, 1858, 1404, 1883]
instruction-item: [788, 836, 1532, 852]
info-label: Procuring Entity District: [785, 1410, 929, 1427]
instruction-item: [788, 491, 1532, 508]
info-value: IDA (World Bank): [929, 1489, 1535, 1506]
department-item: ইলেকট্রিক্যাল ইলেকট্রনিক অ্যান্ড কমিউনিকেশন ইঞ্জিনিয়ারিং-৫: [163, 268, 232, 317]
info-label: Place of EoI Submission Place: [785, 1523, 929, 1552]
info-row: [785, 1360, 1535, 1377]
